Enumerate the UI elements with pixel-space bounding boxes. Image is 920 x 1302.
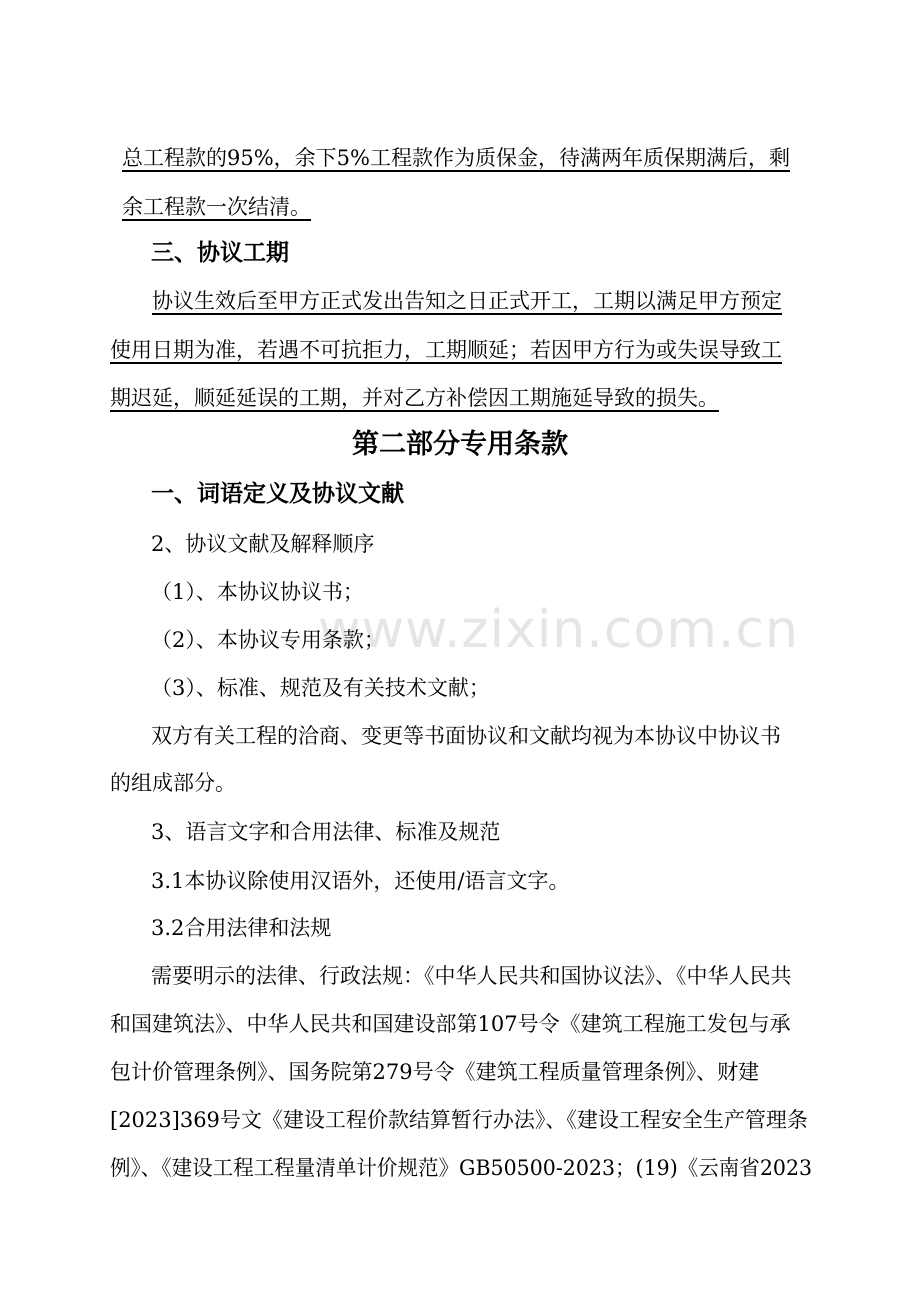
paragraph-laws-line-4: [2023]369号文《建设工程价款结算暂行办法》、《建设工程安全生产管理条 <box>110 1108 808 1132</box>
paragraph-laws-line-2: 和国建筑法》、中华人民共和国建设部第107号令《建筑工程施工发包与承 <box>110 1012 791 1036</box>
paragraph-laws-line-1: 需要明示的法律、行政法规：《中华人民共和国协议法》、《中华人民共 <box>151 964 792 988</box>
paragraph-period-line-1: 协议生效后至甲方正式发出告知之日正式开工，工期以满足甲方预定 <box>152 289 782 313</box>
paragraph-laws-line-5: 例》、《建设工程工程量清单计价规范》GB50500-2023；(19)《云南省2023 <box>110 1156 813 1180</box>
paragraph-quality-line-1: 总工程款的95%，余下5%工程款作为质保金，待满两年质保期满后，剩 <box>122 146 790 170</box>
item-3-2: 3.2合用法律和法规 <box>151 916 332 940</box>
item-3-1: 3.1本协议除使用汉语外，还使用/语言文字。 <box>151 869 570 893</box>
paragraph-documents-line-2: 的组成部分。 <box>110 771 236 795</box>
item-document-order: 2、协议文献及解释顺序 <box>151 532 375 556</box>
order-item-3: （3）、标准、规范及有关技术文献； <box>151 676 490 700</box>
paragraph-laws-line-3: 包计价管理条例》、国务院第279号令《建筑工程质量管理条例》、财建 <box>110 1060 760 1084</box>
part-two-title: 第二部分专用条款 <box>352 429 568 460</box>
paragraph-period-line-3: 期迟延，顺延延误的工期，并对乙方补偿因工期施延导致的损失。 <box>110 386 719 410</box>
section-heading-period: 三、协议工期 <box>151 240 289 266</box>
watermark: www.zixin.com.cn <box>318 600 799 660</box>
section-heading-definitions: 一、词语定义及协议文献 <box>151 481 404 507</box>
order-item-2: （2）、本协议专用条款； <box>151 628 385 652</box>
item-language-law: 3、语言文字和合用法律、标准及规范 <box>151 820 501 844</box>
paragraph-period-line-2: 使用日期为准，若遇不可抗拒力，工期顺延；若因甲方行为或失误导致工 <box>110 338 782 362</box>
paragraph-quality-line-2: 余工程款一次结清。 <box>122 195 311 219</box>
order-item-1: （1）、本协议协议书； <box>151 580 364 604</box>
paragraph-documents-line-1: 双方有关工程的洽商、变更等书面协议和文献均视为本协议中协议书 <box>151 724 781 748</box>
